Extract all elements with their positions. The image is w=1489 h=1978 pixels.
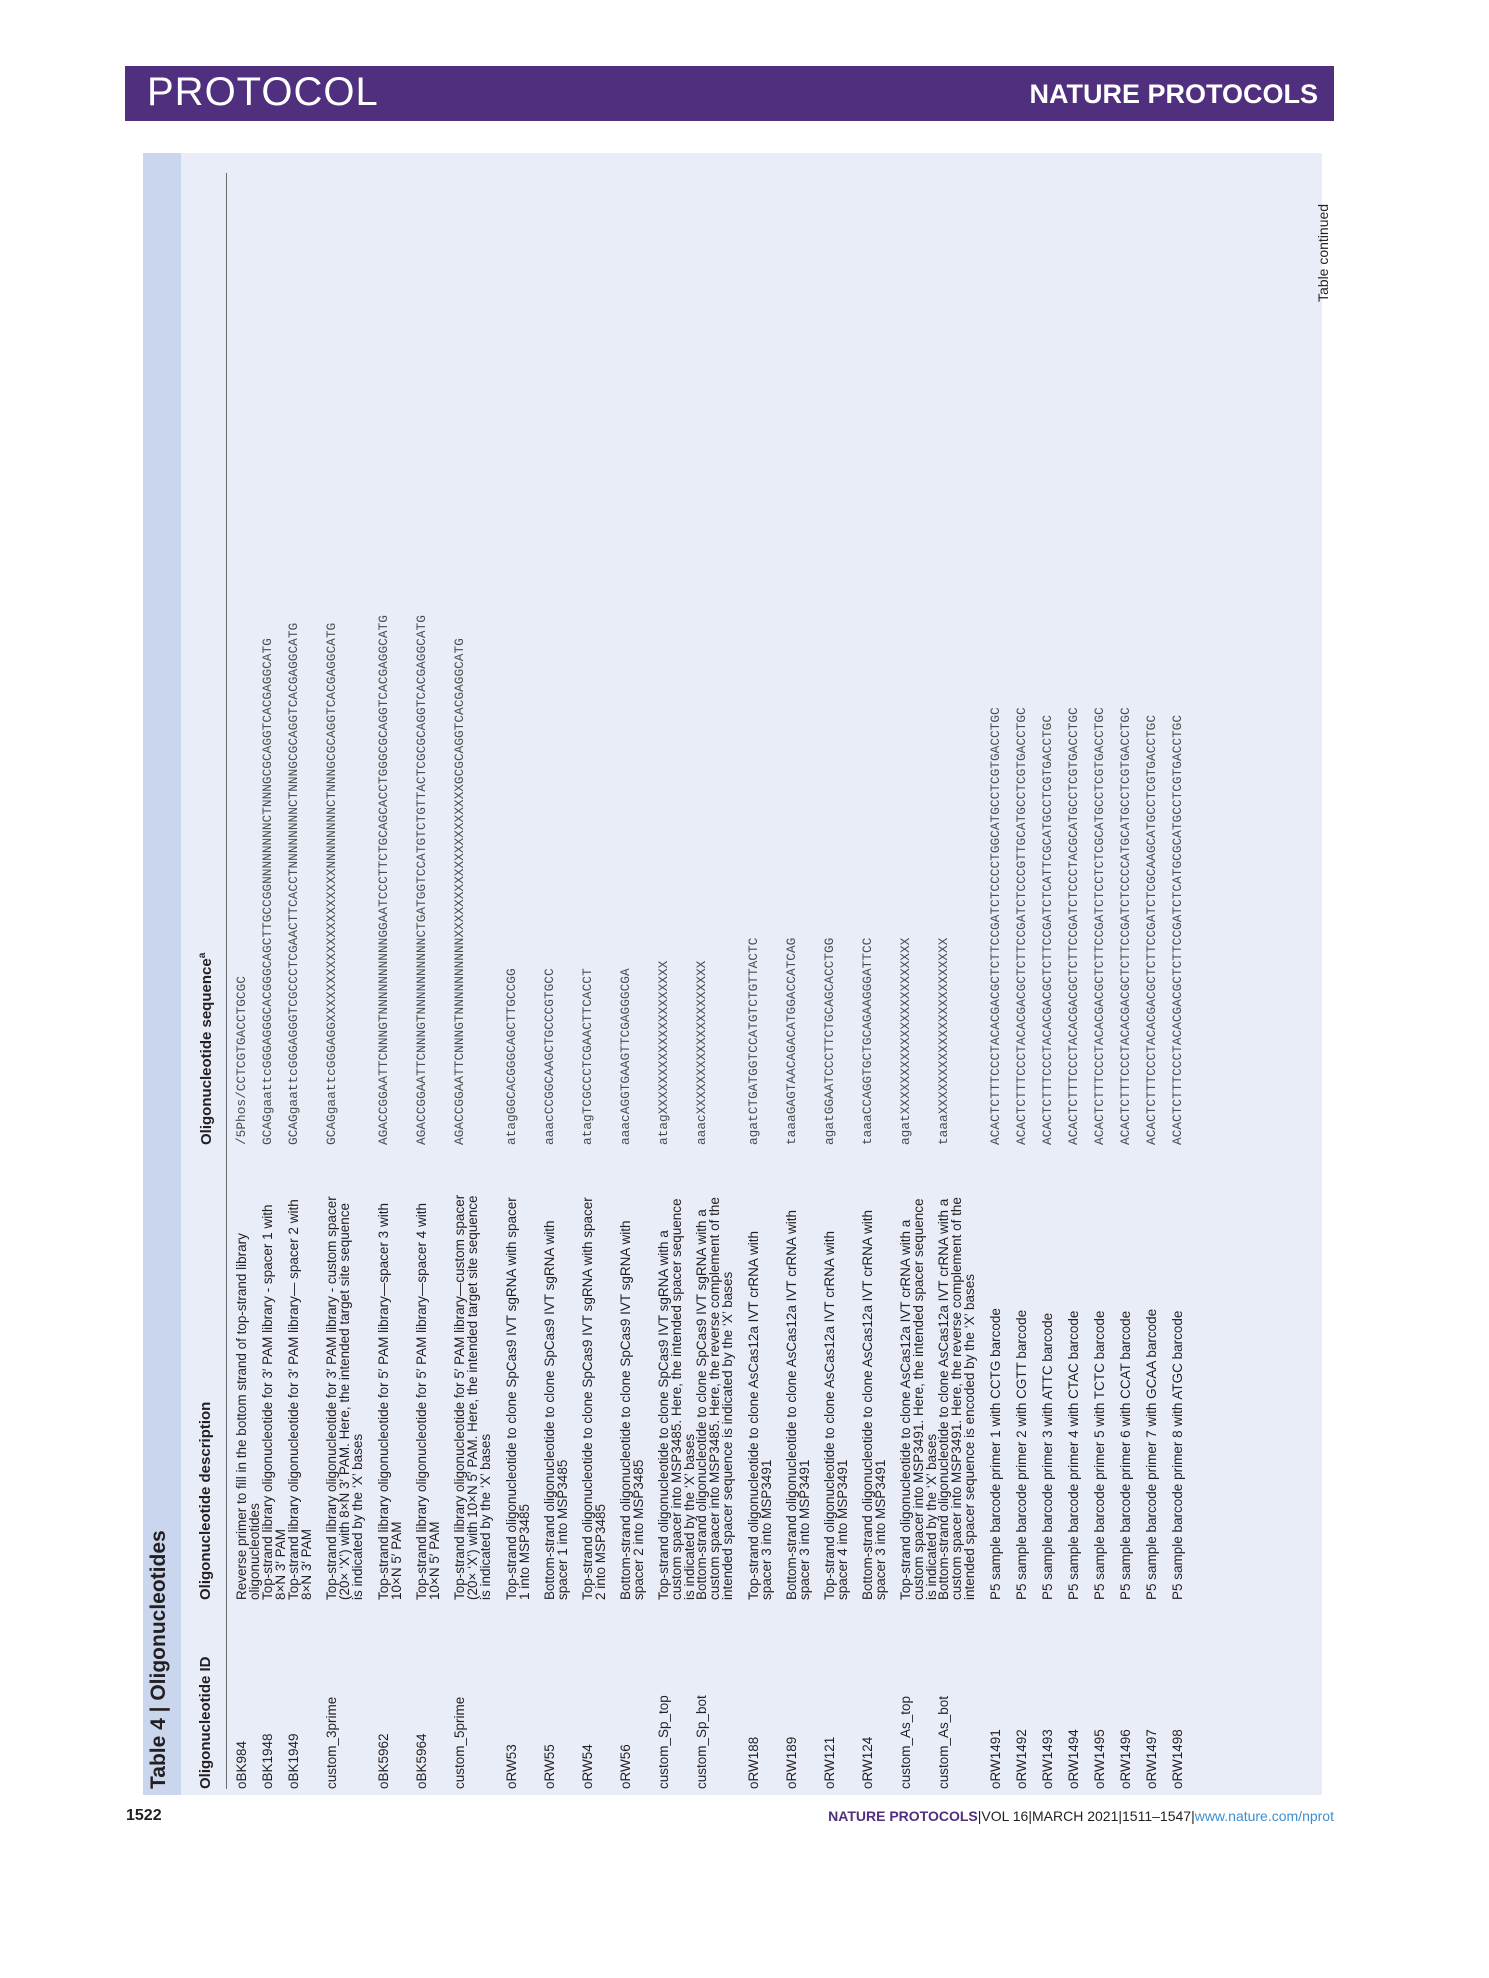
cell-oligo-id: oBK1948 [260,1733,275,1789]
table-row [1067,153,1089,1795]
cell-description: Top-strand library oligonucleotide for 3′ PAM library - custom spacer (20× ‘X’) with 8×N 3′ PAM. Here, the intended target site sequence is indicated by the ‘X’ bases [324,1196,365,1600]
cell-sequence: agatGGAATCCCTTCTGCAGCACCTGG [822,937,837,1145]
table-row [937,153,985,1795]
cell-sequence: ACACTCTTTCCCTACACGACGCTCTTCCGATCTCATTCGCATGCCTCGTGACCTGC [1040,714,1055,1145]
cell-sequence: /5Phos/CCTCGTGACCTGCGC [234,976,249,1145]
journal-banner [125,66,1334,121]
table-row [234,153,262,1795]
cell-oligo-id: oRW53 [504,1744,519,1789]
header-sequence [197,953,215,1145]
cell-oligo-id: oBK1949 [286,1733,301,1789]
cell-oligo-id: oRW1494 [1066,1729,1081,1789]
cell-description: P5 sample barcode primer 3 with ATTC barcode [1040,1312,1055,1600]
cell-oligo-id: oRW1497 [1144,1729,1159,1789]
cell-sequence: ACACTCTTTCCCTACACGACGCTCTTCCGATCTCCCTACGCATGCCTCGTGACCTGC [1066,707,1081,1145]
footer-volume: VOL 16 [981,1808,1029,1824]
cell-description: P5 sample barcode primer 2 with CGTT barcode [1014,1309,1029,1600]
table-row [543,153,577,1795]
cell-sequence: GCAGgaattcGGGAGGXXXXXXXXXXXXXXXXXXXXNNNNNNNNCTNNNGCGCAGGTCACGAGGCATG [324,622,339,1145]
table-row [1171,153,1193,1795]
table-row [287,153,321,1795]
table-row [1093,153,1115,1795]
cell-oligo-id: oRW121 [822,1736,837,1789]
table-row [747,153,781,1795]
cell-sequence: taaaGAGTAACAGACATGGACCATCAG [784,937,799,1145]
cell-description: Top-strand library oligonucleotide for 5′ PAM library—spacer 4 with 10×N 5′ PAM [414,1203,442,1600]
journal-name: NATURE PROTOCOLS [1029,79,1318,109]
cell-description: P5 sample barcode primer 6 with CCAT barcode [1118,1310,1133,1600]
cell-description: Top-strand library oligonucleotide for 3′ PAM library— spacer 2 with 8×N 3′ PAM [286,1199,314,1600]
cell-description: P5 sample barcode primer 7 with GCAA barcode [1144,1308,1159,1600]
table-continued-label: Table continued [1315,203,1331,302]
header-description: Oligonucleotide description [197,1401,214,1600]
table-row [989,153,1011,1795]
table-row [785,153,819,1795]
table-continued-note [1315,172,1335,302]
cell-oligo-id: oRW1492 [1014,1729,1029,1789]
table-title-band [143,153,181,1795]
cell-sequence: atagGGCACGGGCAGCTTGCCGG [504,968,519,1145]
cell-oligo-id: oRW189 [784,1736,799,1789]
cell-sequence: ACACTCTTTCCCTACACGACGCTCTTCCGATCTCGCAAGCATGCCTCGTGACCTGC [1144,714,1159,1145]
table-row [581,153,615,1795]
cell-sequence: GCAGgaattcGGGAGGGTCGCCCTCGAACTTCACCTNNNNNNNNCTNNNGCGCAGGTCACGAGGCATG [286,622,301,1145]
cell-sequence: AGACCGGAATTCNNNGTNNNNNNNNNNXXXXXXXXXXXXXXXXXXXXGCGCAGGTCACGAGGCATG [452,638,467,1145]
cell-description: Top-strand library oligonucleotide for 3′ PAM library - spacer 1 with 8×N 3′ PAM [260,1204,288,1600]
cell-description: Top-strand library oligonucleotide for 5′ PAM library—spacer 3 with 10×N 5′ PAM [376,1203,404,1600]
cell-oligo-id: oRW56 [618,1744,633,1789]
table-rotated-content [143,153,1322,1795]
cell-sequence: ACACTCTTTCCCTACACGACGCTCTTCCGATCTCCTCTCGCATGCCTCGTGACCTGC [1092,707,1107,1145]
footer-url[interactable]: www.nature.com/nprot [1194,1808,1334,1824]
table-row [1041,153,1063,1795]
cell-sequence: ACACTCTTTCCCTACACGACGCTCTTCCGATCTCCCCTGGCATGCCTCGTGACCTGC [988,707,1003,1145]
cell-oligo-id: custom_Sp_top [656,1695,671,1789]
cell-oligo-id: oRW1496 [1118,1729,1133,1789]
cell-oligo-id: oBK5964 [414,1733,429,1789]
cell-oligo-id: oRW124 [860,1736,875,1789]
cell-oligo-id: oRW188 [746,1736,761,1789]
page-number: 1522 [126,1807,162,1824]
cell-oligo-id: oBK5962 [376,1733,391,1789]
cell-description: Reverse primer to fill in the bottom strand of top-strand library oligonucleotides [234,1233,262,1600]
table-row [898,153,939,1795]
header-id: Oligonucleotide ID [197,1656,214,1789]
cell-oligo-id: oRW55 [542,1744,557,1789]
cell-oligo-id: custom_As_bot [936,1695,951,1789]
table-row [325,153,373,1795]
footer-pages: 1511–1547 [1122,1808,1192,1824]
table-body [235,153,1197,1795]
cell-description: Top-strand library oligonucleotide for 5′ PAM library—custom spacer (20× ‘X’) with 10×N 5′ PAM. Here, the intended target site sequence is indicated by the ‘X’ bases [452,1194,493,1600]
cell-description: P5 sample barcode primer 1 with CCTG barcode [988,1308,1003,1600]
cell-oligo-id: oRW1498 [1170,1729,1185,1789]
cell-description: Bottom-strand oligonucleotide to clone SpCas9 IVT sgRNA with spacer 1 into MSP3485 [542,1220,570,1600]
table-row [861,153,895,1795]
table-row [1145,153,1167,1795]
cell-sequence: AGACCGGAATTCNNNGTNNNNNNNNNNGGAATCCCTTCTGCAGCACCTGGGCGCAGGTCACGAGGCATG [376,615,391,1145]
cell-description: P5 sample barcode primer 4 with CTAC barcode [1066,1310,1081,1600]
table-row [619,153,653,1795]
cell-description: Top-strand oligonucleotide to clone SpCas9 IVT sgRNA with spacer 1 into MSP3485 [504,1197,532,1600]
cell-sequence: AGACCGGAATTCNNNGTNNNNNNNNNNCTGATGGTCCATGTCTGTTACTCGCGCAGGTCACGAGGCATG [414,615,429,1145]
cell-sequence: ACACTCTTTCCCTACACGACGCTCTTCCGATCTCATGCGCATGCCTCGTGACCTGC [1170,714,1185,1145]
table-row [1015,153,1037,1795]
footer-sep-1: | [977,1808,982,1824]
cell-sequence: GCAGgaattcGGGAGGGCACGGGCAGCTTGCCGGNNNNNNNNCTNNNGCGCAGGTCACGAGGCATG [260,638,275,1145]
cell-sequence: agatCTGATGGTCCATGTCTGTTACTC [746,937,761,1145]
cell-description: Top-strand oligonucleotide to clone AsCas12a IVT crRNA with spacer 4 into MSP3491 [822,1231,850,1600]
cell-oligo-id: oRW1495 [1092,1729,1107,1789]
cell-description: Top-strand oligonucleotide to clone SpCas9 IVT sgRNA with a custom spacer into MSP3485. Here, the intended spacer sequence is indicated by the ‘X’ bases [656,1198,697,1600]
table-row [1119,153,1141,1795]
cell-sequence: aaacAGGTGAAGTTCGAGGGCGA [618,968,633,1145]
cell-oligo-id: custom_5prime [452,1696,467,1789]
cell-sequence: ACACTCTTTCCCTACACGACGCTCTTCCGATCTCCCGTTGCATGCCTCGTGACCTGC [1014,707,1029,1145]
cell-description: Top-strand oligonucleotide to clone AsCas12a IVT crRNA with a custom spacer into MSP3491. Here, the intended spacer sequence is indicated by the ‘X’ bases [898,1198,939,1600]
footer-date: MARCH 2021 [1032,1808,1119,1824]
cell-oligo-id: oBK984 [234,1740,249,1789]
cell-description: Bottom-strand oligonucleotide to clone AsCas12a IVT crRNA with spacer 3 into MSP3491 [784,1210,812,1600]
footnote-marker: a [197,952,208,959]
cell-description: Top-strand oligonucleotide to clone SpCas9 IVT sgRNA with spacer 2 into MSP3485 [580,1197,608,1600]
cell-description: Bottom-strand oligonucleotide to clone AsCas12a IVT crRNA with a custom spacer into MSP3491. Here, the reverse complement of the intended spacer sequence is encoded by the ‘X’ bases [936,1197,977,1600]
table-row [260,153,288,1795]
cell-oligo-id: custom_3prime [324,1696,339,1789]
cell-oligo-id: custom_As_top [898,1695,913,1789]
cell-description: P5 sample barcode primer 8 with ATGC barcode [1170,1310,1185,1600]
cell-description: Top-strand oligonucleotide to clone AsCas12a IVT crRNA with spacer 3 into MSP3491 [746,1231,774,1600]
cell-sequence: taaaCCAGGTGCTGCAGAAGGGATTCC [860,937,875,1145]
table-row [415,153,449,1795]
cell-description: Bottom-strand oligonucleotide to clone AsCas12a IVT crRNA with spacer 3 into MSP3491 [860,1210,888,1600]
footer-sep-4: | [1191,1808,1195,1824]
table-row [823,153,857,1795]
cell-sequence: taaaXXXXXXXXXXXXXXXXXXXXXXX [936,937,951,1145]
cell-sequence: aaacXXXXXXXXXXXXXXXXXXXX [694,960,709,1145]
table-title: Table 4 | Oligonucleotides [147,1530,170,1789]
cell-description: Bottom-strand oligonucleotide to clone SpCas9 IVT sgRNA with spacer 2 into MSP3485 [618,1220,646,1600]
table-row [377,153,411,1795]
cell-sequence: atagXXXXXXXXXXXXXXXXXXXX [656,960,671,1145]
cell-sequence: atagTCGCCCTCGAACTTCACCT [580,968,595,1145]
footer-citation [828,1808,1334,1824]
cell-sequence: ACACTCTTTCCCTACACGACGCTCTTCCGATCTCCCCATGCATGCCTCGTGACCTGC [1118,707,1133,1145]
footer-sep-3: | [1118,1808,1123,1824]
cell-oligo-id: oRW1491 [988,1729,1003,1789]
footer-journal: NATURE PROTOCOLS [828,1808,978,1824]
header-rule [226,173,227,1789]
table-row [656,153,697,1795]
cell-oligo-id: oRW1493 [1040,1729,1055,1789]
table-row [505,153,539,1795]
footer-sep-2: | [1028,1808,1032,1824]
header-sequence-label: Oligonucleotide sequence [198,958,215,1145]
cell-oligo-id: custom_Sp_bot [694,1695,709,1789]
section-label: PROTOCOL [147,70,379,114]
table-row [453,153,501,1795]
cell-description: Bottom-strand oligonucleotide to clone SpCas9 IVT sgRNA with a custom spacer into MSP3485. Here, the reverse complement of the intended spacer sequence is indicated by the ‘X’ bases [694,1197,735,1600]
oligonucleotide-table [143,153,1322,1795]
table-row [695,153,743,1795]
cell-sequence: aaacCCGGCAAGCTGCCCGTGCC [542,968,557,1145]
cell-oligo-id: oRW54 [580,1744,595,1789]
cell-sequence: agatXXXXXXXXXXXXXXXXXXXXXXX [898,937,913,1145]
cell-description: P5 sample barcode primer 5 with TCTC barcode [1092,1310,1107,1600]
